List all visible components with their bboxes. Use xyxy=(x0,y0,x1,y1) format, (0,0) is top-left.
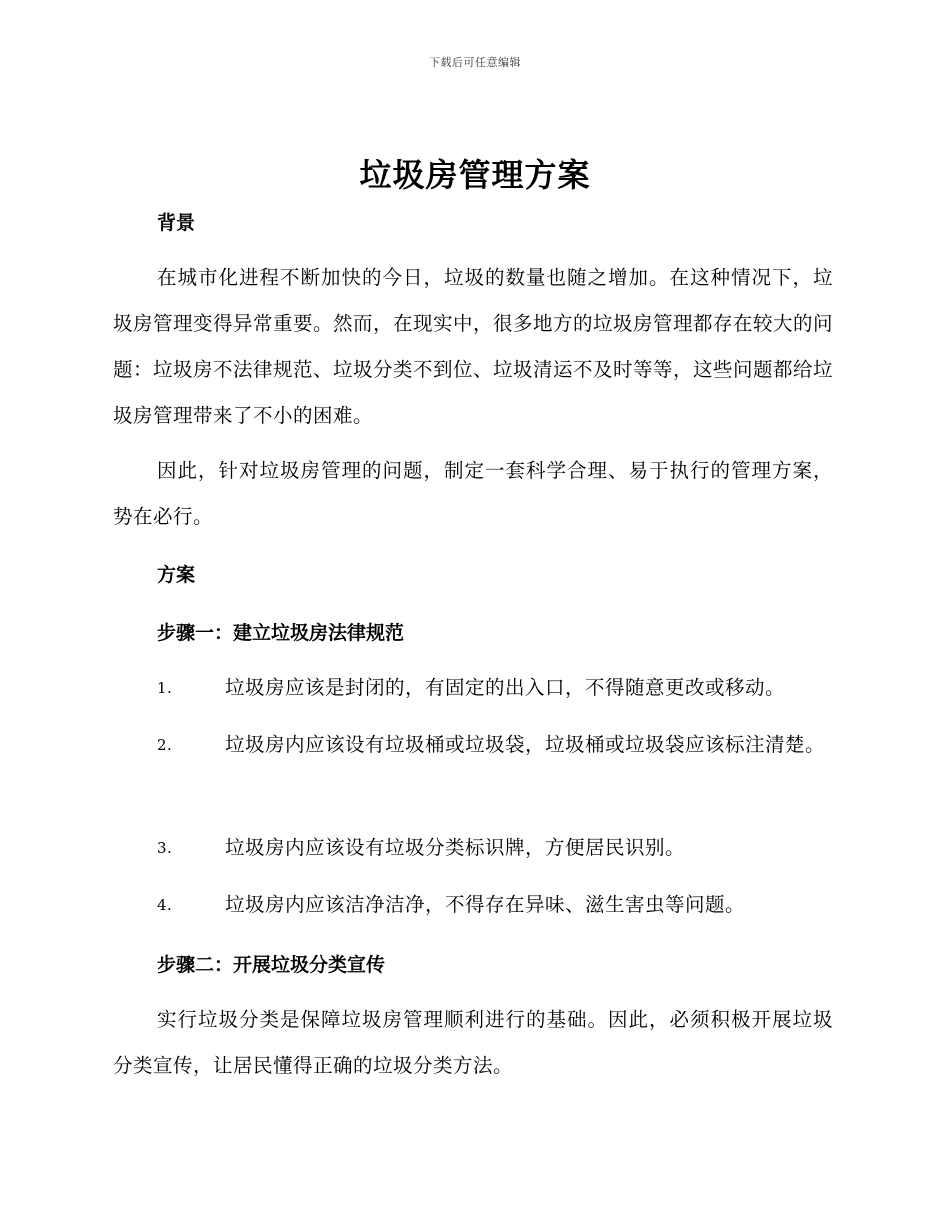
document-title: 垃圾房管理方案 xyxy=(359,156,591,194)
list-number: 1. xyxy=(157,679,173,697)
step-heading-1: 步骤一：建立垃圾房法律规范 xyxy=(157,622,405,644)
paragraph-background-1: 在城市化进程不断加快的今日，垃圾的数量也随之增加。在这种情况下，垃圾房管理变得异常重要。然而，在现实中，很多地方的垃圾房管理都存在较大的问题：垃圾房不法律规范、垃圾分类不到位、垃圾清运不及时等等，这些问题都给垃圾房管理带来了不小的困难。 xyxy=(113,266,834,427)
list-number: 3. xyxy=(157,839,173,857)
section-heading-background: 背景 xyxy=(157,212,196,234)
list-item-text: 垃圾房内应该设有垃圾分类标识牌，方便居民识别。 xyxy=(225,836,686,859)
section-heading-plan: 方案 xyxy=(157,564,196,586)
step-heading-2: 步骤二：开展垃圾分类宣传 xyxy=(157,954,386,976)
list-item-text: 垃圾房应该是封闭的，有固定的出入口，不得随意更改或移动。 xyxy=(225,676,786,699)
paragraph-background-2: 因此，针对垃圾房管理的问题，制定一套科学合理、易于执行的管理方案，势在必行。 xyxy=(113,459,833,528)
list-number: 4. xyxy=(157,896,173,914)
list-number: 2. xyxy=(157,736,173,754)
list-item xyxy=(113,819,833,877)
list-item xyxy=(113,716,833,768)
header-note: 下载后可任意编辑 xyxy=(429,56,521,69)
paragraph-step2-1: 实行垃圾分类是保障垃圾房管理顺利进行的基础。因此，必须积极开展垃圾分类宣传，让居民懂得正确的垃圾分类方法。 xyxy=(113,1008,833,1077)
list-item-text: 垃圾房内应该洁净洁净，不得存在异味、滋生害虫等问题。 xyxy=(225,893,746,916)
list-item-text: 垃圾房内应该设有垃圾桶或垃圾袋，垃圾桶或垃圾袋应该标注清楚。 xyxy=(225,733,826,756)
list-item xyxy=(113,876,833,934)
list-item xyxy=(113,659,833,717)
